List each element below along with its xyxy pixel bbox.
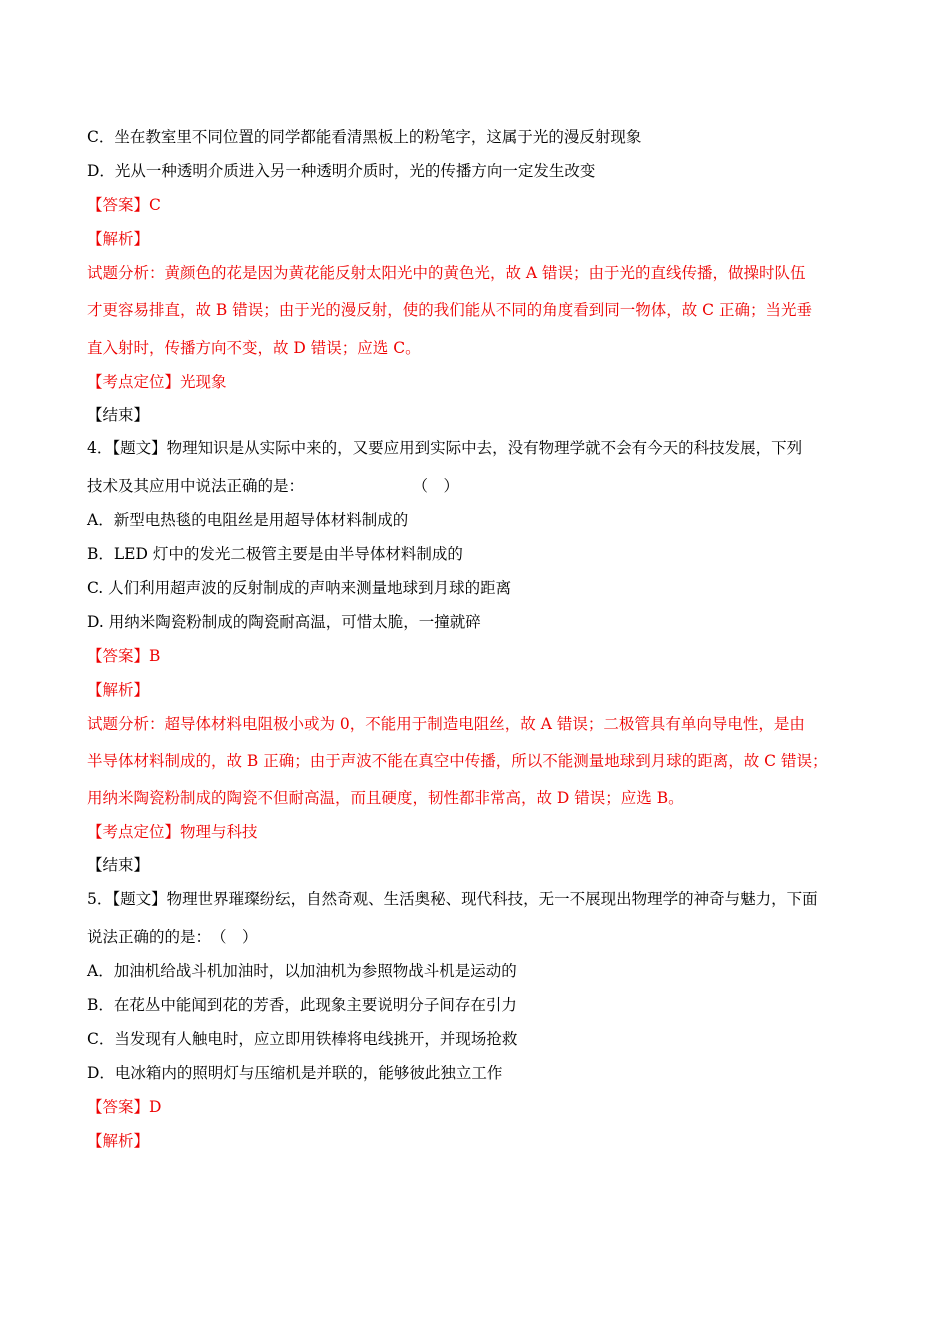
- q5-option-c: C．当发现有人触电时，应立即用铁棒将电线挑开，并现场抢救: [87, 1030, 518, 1048]
- answer-value: D: [149, 1098, 162, 1116]
- q5-answer: [87, 1097, 877, 1117]
- q4-analysis-line: 用纳米陶瓷粉制成的陶瓷不但耐高温，而且硬度，韧性都非常高，故 D 错误；应选 B。: [87, 789, 684, 807]
- q3-answer: [87, 195, 877, 215]
- answer-value: C: [149, 196, 161, 214]
- q3-kaodian: [87, 372, 877, 392]
- q4-answer: [87, 646, 877, 666]
- q4-option-a: A．新型电热毯的电阻丝是用超导体材料制成的: [87, 511, 409, 529]
- kaodian-label: 【考点定位】: [87, 373, 181, 391]
- q4-analysis-label: 【解析】: [87, 681, 150, 699]
- q4-title-cont: 技术及其应用中说法正确的是： （ ）: [87, 477, 460, 495]
- q3-end: 【结束】: [87, 406, 150, 424]
- kaodian-value: 物理与科技: [180, 823, 258, 841]
- q4-analysis-line: 试题分析：超导体材料电阻极小或为 0，不能用于制造电阻丝，故 A 错误；二极管具有单向导电性，是由: [87, 715, 805, 733]
- q3-analysis-line: 直入射时，传播方向不变，故 D 错误；应选 C。: [87, 339, 421, 357]
- q5-analysis-label: 【解析】: [87, 1132, 150, 1150]
- answer-label: 【答案】: [87, 1098, 150, 1116]
- q4-end: 【结束】: [87, 856, 150, 874]
- q4-option-d: D. 用纳米陶瓷粉制成的陶瓷耐高温，可惜太脆，一撞就碎: [87, 613, 481, 631]
- answer-label: 【答案】: [87, 196, 150, 214]
- q4-kaodian: [87, 822, 877, 842]
- q5-option-b: B．在花丛中能闻到花的芳香，此现象主要说明分子间存在引力: [87, 996, 517, 1014]
- kaodian-value: 光现象: [180, 373, 227, 391]
- q3-analysis-line: 试题分析：黄颜色的花是因为黄花能反射太阳光中的黄色光，故 A 错误；由于光的直线传播，做操时队伍: [87, 264, 806, 282]
- answer-value: B: [149, 647, 161, 665]
- q3-analysis-line: 才更容易排直，故 B 错误；由于光的漫反射，使的我们能从不同的角度看到同一物体，故 C 正确；当光垂: [87, 301, 812, 319]
- q5-title: 5．【题文】物理世界璀璨纷纭，自然奇观、生活奥秘、现代科技，无一不展现出物理学的神奇与魅力，下面: [87, 890, 818, 908]
- q5-title-cont: 说法正确的的是： （ ）: [87, 928, 258, 946]
- q4-title: 4．【题文】物理知识是从实际中来的，又要应用到实际中去，没有物理学就不会有今天的科技发展，下列: [87, 439, 803, 457]
- q3-option-d: D．光从一种透明介质进入另一种透明介质时，光的传播方向一定发生改变: [87, 162, 596, 180]
- q5-option-a: A．加油机给战斗机加油时，以加油机为参照物战斗机是运动的: [87, 962, 517, 980]
- q4-analysis-line: 半导体材料制成的，故 B 正确；由于声波不能在真空中传播，所以不能测量地球到月球的距离，故 C 错误；: [87, 752, 828, 770]
- answer-label: 【答案】: [87, 647, 150, 665]
- q3-option-c: C．坐在教室里不同位置的同学都能看清黑板上的粉笔字，这属于光的漫反射现象: [87, 128, 642, 146]
- q4-option-b: B．LED 灯中的发光二极管主要是由半导体材料制成的: [87, 545, 463, 563]
- q3-analysis-label: 【解析】: [87, 230, 150, 248]
- q4-option-c: C. 人们利用超声波的反射制成的声呐来测量地球到月球的距离: [87, 579, 512, 597]
- q5-option-d: D．电冰箱内的照明灯与压缩机是并联的，能够彼此独立工作: [87, 1064, 503, 1082]
- kaodian-label: 【考点定位】: [87, 823, 181, 841]
